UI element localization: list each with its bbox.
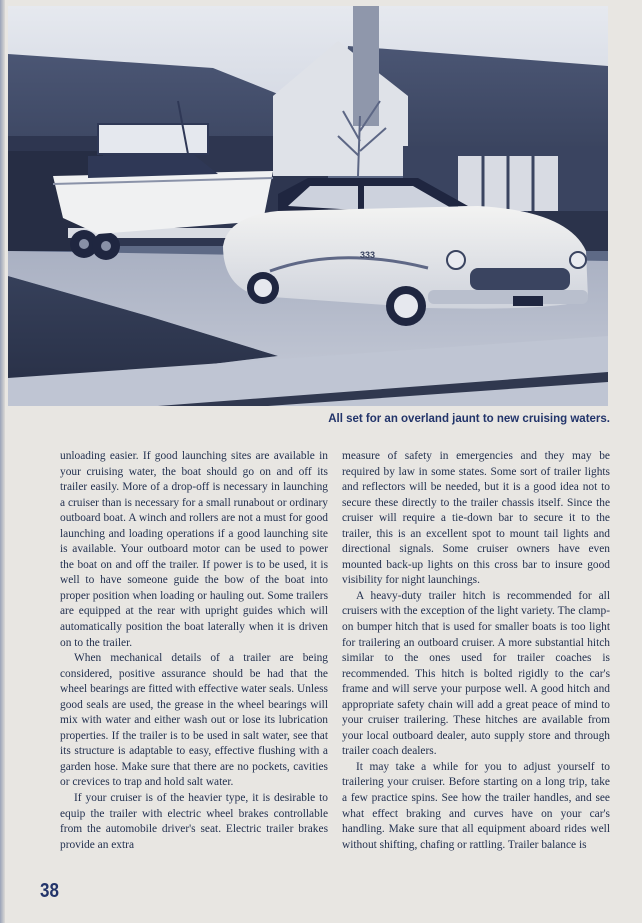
photo-car-with-boat-trailer bbox=[8, 6, 608, 406]
boat-windshield bbox=[98, 124, 208, 154]
page-number: 38 bbox=[40, 880, 59, 902]
body-column-left bbox=[60, 449, 328, 853]
paragraph: When mechanical details of a trailer are being considered, positive assurance should be had that the wheel bearings are fitted with effective water seals. Unless good seals are used, the grease in the wheel bearings will mix with water and either wash out or lose its lubrication properties. If the trailer is to be used in salt water, see that its structure is adaptable to easy, effective flushing with a garden hose. Make sure that there are no pockets, cavities or crevices to trap and hold salt water. bbox=[60, 652, 328, 789]
paragraph: measure of safety in emergencies and they may be required by law in some states. Some sort of trailer lights and reflectors will be needed, but it is a good idea not to secure these directly to the trailer chassis itself. Since the cruiser will require a tie-down bar to secure it to the trailer, this is an excellent spot to mount tail lights and directional signals. Some cruiser owners have even mounted back-up lights on this cross bar to insure good visibility for night launchings. bbox=[342, 450, 610, 587]
car-fender-number: 333 bbox=[360, 250, 376, 260]
car-headlight bbox=[447, 251, 465, 269]
photo-illustration bbox=[8, 6, 608, 406]
car-grille bbox=[470, 268, 570, 290]
car-bumper bbox=[428, 290, 588, 304]
paragraph: unloading easier. If good launching sites are available in your cruising water, the boat should go on and off its trailer easily. More of a drop-off is necessary in launching a cruiser than is necessary for a small runabout or ordinary outboard boat. A winch and rollers are not a must for good launching and loading operations if a good launching site is available. Your outboard motor can be used to power the boat on and off the trailer. If power is to be used, it is well to have someone guide the bow of the boat into proper position when loading or hauling out. Some trailers are equipped at the rear with upright guides which will automatically position the boat laterally when it is driven on to the trailer. bbox=[60, 450, 328, 649]
license-plate bbox=[513, 296, 543, 306]
paragraph: If your cruiser is of the heavier type, it is desirable to equip the trailer with electric wheel brakes controllable from the automobile driver's seat. Electric trailer brakes provide an extra bbox=[60, 792, 328, 851]
car-headlight bbox=[570, 252, 586, 268]
body-column-right bbox=[342, 449, 610, 853]
page-edge-shadow bbox=[0, 0, 5, 923]
paragraph: It may take a while for you to adjust yourself to trailering your cruiser. Before starting on a long trip, take a few practice spins. See how the trailer handles, and see what effect braking and curves have on your car's handling. Make sure that all equipment aboard rides well without shifting, chafing or rattling. Trailer balance is bbox=[342, 760, 610, 851]
paragraph: A heavy-duty trailer hitch is recommended for all cruisers with the exception of the light variety. The clamp-on bumper hitch that is used for smaller boats is too light for trailering an outboard cruiser. A more substantial hitch similar to the ones used for trailer coaches is recommended. This hitch is bolted rigidly to the car's frame and will serve your purpose well. A good hitch and appropriate safety chain will add a great peace of mind to your cruiser trailering. These hitches are available from your local outboard dealer, auto supply store and through trailer coach dealers. bbox=[342, 589, 610, 758]
photo-caption: All set for an overland jaunt to new cruising waters. bbox=[328, 413, 610, 425]
